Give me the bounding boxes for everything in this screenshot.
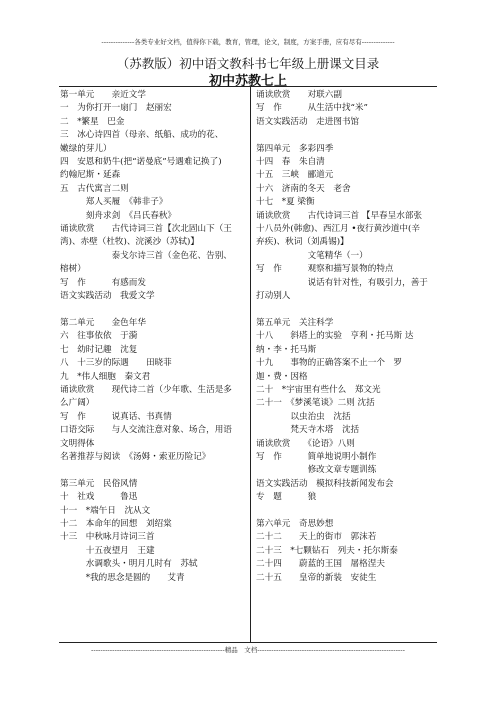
- toc-line: 十一 *端午日 沈从文: [60, 505, 151, 516]
- toc-line: 十六 济南的冬天 老舍: [256, 183, 351, 194]
- toc-line: 么广阔）: [60, 398, 95, 409]
- toc-line: 三 冰心诗四首（母亲、纸船、成功的花、: [60, 130, 224, 141]
- toc-line: 专 题 狼: [256, 492, 317, 503]
- toc-line: 十 社戏 鲁迅: [60, 492, 138, 503]
- toc-line: 诵读欣赏 《论语》八则: [256, 438, 355, 449]
- toc-line: 语文实践活动 走进图书馆: [256, 116, 360, 127]
- toc-line: 十五 三峡 郦道元: [256, 170, 334, 181]
- toc-line: 写 作 简单地说明小制作: [256, 451, 377, 462]
- toc-line: *我的思念是圆的 艾青: [60, 572, 185, 583]
- toc-line: [256, 505, 442, 518]
- toc-line: 湾)、赤壁（杜牧)、浣溪沙（苏轼)】: [60, 237, 199, 248]
- toc-line: 刻舟求剑 《吕氏春秋》: [60, 210, 177, 221]
- toc-line: 迦・费・因格: [256, 371, 308, 382]
- toc-line: 十九 事物的正确答案不止一个 罗: [256, 358, 403, 369]
- toc-line: 二十一 《梦溪笔谈》二则 沈括: [256, 398, 375, 409]
- toc-line: 六 往事依依 于漪: [60, 331, 138, 342]
- toc-line: 十八 斜塔上的实验 亨利・托马斯 达: [256, 331, 414, 342]
- toc-line: 十四 春 朱自清: [256, 157, 325, 168]
- toc-line: 十八员外(韩愈)、西江月 •夜行黄沙道中(辛: [256, 224, 420, 235]
- toc-line: 二十 *宇宙里有些什么 郑文光: [256, 384, 381, 395]
- toc-line: 诵读欣赏 古代诗词三首 【早春呈水部张: [256, 210, 423, 221]
- toc-line: 十三 中秋咏月诗词三首: [60, 532, 155, 543]
- toc-line: 水调歌头・明月几时有 苏轼: [60, 559, 198, 570]
- toc-line: 写 作 从生活中找“米”: [256, 103, 368, 114]
- toc-line: [256, 129, 442, 142]
- toc-line: 说话有针对性，有吸引力，善于: [256, 277, 428, 288]
- toc-line: [60, 304, 248, 317]
- toc-line: 梵天寺木塔 沈括: [256, 425, 360, 436]
- toc-line: [60, 464, 248, 477]
- toc-line: 十五夜望月 王建: [60, 545, 155, 556]
- toc-line: 修改文章专题训练: [256, 465, 377, 476]
- toc-line: 约翰尼斯・延森: [60, 170, 121, 181]
- toc-line: 十七 *夏 梁衡: [256, 197, 315, 208]
- toc-line: 写 作 说真话、书真情: [60, 411, 172, 422]
- toc-line: 一 为你打开一扇门 赵丽宏: [60, 103, 172, 114]
- toc-line: 二十四 蔚蓝的王国 屠格涅夫: [256, 559, 385, 570]
- toc-line: 郑人买履 《韩非子》: [60, 197, 168, 208]
- toc-line: 打动别人: [256, 291, 291, 302]
- toc-line: 文笔精华（一）: [256, 250, 368, 261]
- toc-line: 第一单元 亲近文学: [60, 90, 146, 100]
- contents-right-column: [256, 89, 442, 585]
- toc-line: 泰戈尔诗三首（金色花、告别、: [60, 250, 232, 261]
- toc-line: 第二单元 金色年华: [60, 317, 146, 328]
- toc-line: 第三单元 民俗风情: [60, 478, 138, 489]
- toc-line: 文明得体: [60, 438, 95, 449]
- toc-line: 诵读欣赏 对联六副: [256, 90, 342, 100]
- toc-line: 第五单元 关注科学: [256, 317, 334, 328]
- toc-line: 以虫治虫 沈括: [256, 411, 351, 422]
- toc-line: 五 古代寓言二则: [60, 183, 129, 194]
- column-divider: [250, 87, 251, 642]
- toc-line: [256, 303, 442, 316]
- toc-line: 第四单元 多彩四季: [256, 143, 334, 154]
- toc-line: 八 十三岁的际遇 田晓菲: [60, 358, 172, 369]
- toc-line: 诵读欣赏 古代诗词三首【次北固山下（王: [60, 224, 232, 235]
- toc-line: 九 *伟人细胞 秦文君: [60, 371, 151, 382]
- page-subtitle: 初中苏教七上: [208, 74, 287, 89]
- table-top-rule: [59, 86, 437, 87]
- toc-line: 语文实践活动 我爱文学: [60, 291, 155, 302]
- toc-line: 嫩绿的芽儿）: [60, 143, 112, 154]
- toc-line: 二十五 皇帝的新装 安徒生: [256, 572, 377, 583]
- toc-line: 纳・李・托马斯: [256, 344, 317, 355]
- table-bottom-rule: [59, 642, 437, 643]
- toc-line: 语文实践活动 模拟科技新闻发布会: [256, 478, 394, 489]
- page-header-banner: --------------各类专业好文档，值得你下载，教育，管理，论文，制度，方案手册，应有尽有--------------: [101, 38, 395, 46]
- toc-line: 榕树）: [60, 264, 86, 275]
- toc-line: 名著推荐与阅读 《汤姆・索亚历险记》: [60, 451, 211, 462]
- toc-line: 第六单元 奇思妙想: [256, 518, 334, 529]
- toc-line: 二 *繁星 巴金: [60, 116, 125, 127]
- page-title: （苏教版）初中语文教科书七年级上册课文目录: [116, 56, 380, 71]
- toc-line: 弃疾)、秋词（刘禹锡)】: [256, 237, 349, 248]
- toc-line: 诵读欣赏 现代诗二首（少年歌、生活是多: [60, 384, 232, 395]
- toc-line: 四 安恩和奶牛(把“诺曼底”号遇难记换了): [60, 157, 222, 168]
- contents-left-column: [60, 89, 248, 585]
- page-footer-banner: ---------------------------------------------------------精品 文档---------------------------------------------------------------: [91, 646, 405, 654]
- toc-line: 写 作 有感而发: [60, 277, 146, 288]
- toc-line: 二十三 *七颗钻石 列夫・托尔斯泰: [256, 545, 398, 556]
- toc-line: 口语交际 与人交流注意对象、场合，用语: [60, 425, 232, 436]
- toc-line: 写 作 观察和描写景物的特点: [256, 264, 394, 275]
- toc-line: 十二 本命年的回想 刘绍棠: [60, 518, 172, 529]
- toc-line: 二十二 天上的街市 郭沫若: [256, 532, 377, 543]
- toc-line: 七 幼时记趣 沈复: [60, 344, 138, 355]
